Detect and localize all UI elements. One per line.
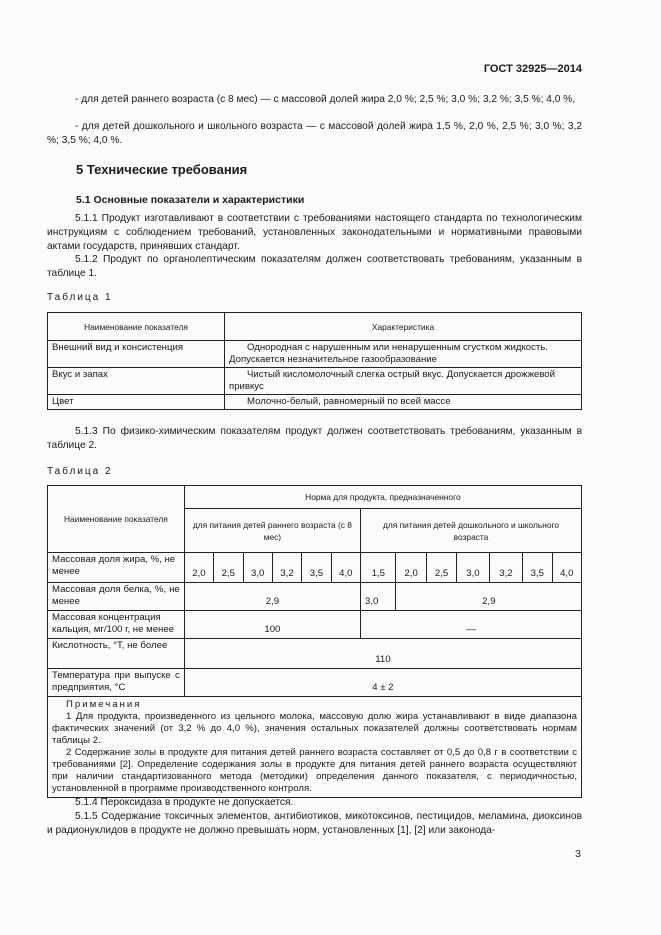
note-1: 1 Для продукта, произведенного из цельного молока, массовую долю жира устанавливают в виде диапазона фактических значений (от 3,2 % до 4,0 %), значения остальных показателей должны соответствовать нормам таблицы 2. <box>52 711 577 746</box>
calcium-school: — <box>361 611 582 639</box>
paragraph-5-1-2: 5.1.2 Продукт по органолептическим показателям должен соответствовать требованиям, указанным в таблице 1. <box>47 254 582 279</box>
fat-label: Массовая доля жира, %, не менее <box>48 553 185 583</box>
table1-row-value: Молочно-белый, равномерный по всей массе <box>225 395 582 410</box>
fat-value: 3,5 <box>302 553 331 583</box>
temperature-label: Температура при выпуске с предприятия, °С <box>48 669 185 697</box>
table1-row-name: Внешний вид и консистенция <box>48 341 225 368</box>
table1-row-name: Цвет <box>48 395 225 410</box>
table1-row-value: Чистый кисломолочный слегка острый вкус. Допускается дрожжевой привкус <box>225 368 582 395</box>
table1-head-char: Характеристика <box>225 313 582 341</box>
intro-paragraph-2: - для детей дошкольного и школьного возраста — с массовой долей жира 1,5 %, 2,0 %, 2,5 %; 3,0 %; 3,2 %; 3,5 %; 4,0 %. <box>47 121 582 146</box>
fat-value: 3,2 <box>272 553 301 583</box>
table1 <box>47 312 582 410</box>
fat-value: 2,5 <box>426 553 456 583</box>
paragraph-5-1-4: 5.1.4 Пероксидаза в продукте не допускается. <box>75 797 294 808</box>
table2-caption: Таблица 2 <box>47 466 113 477</box>
fat-value: 4,0 <box>552 553 582 583</box>
table2-head-school: для питания детей дошкольного и школьного возраста <box>361 509 582 553</box>
fat-value: 2,0 <box>396 553 426 583</box>
protein-school-first: 3,0 <box>361 583 396 611</box>
protein-label: Массовая доля белка, %, не менее <box>48 583 185 611</box>
temperature-value: 4 ± 2 <box>184 669 581 697</box>
table2-head-name: Наименование показателя <box>48 486 185 553</box>
section-title: 5 Технические требования <box>76 162 248 177</box>
intro-paragraph-1: - для детей раннего возраста (с 8 мес) — с массовой долей жира 2,0 %; 2,5 %; 3,0 %; 3,2 %; 3,5 %; 4,0 %, <box>75 94 576 105</box>
paragraph-5-1-5: 5.1.5 Содержание токсичных элементов, антибиотиков, микотоксинов, пестицидов, меламина, диоксинов и радионуклидов в продукте не должно превышать норм, установленных [1], [2] или законода- <box>47 811 582 836</box>
fat-value: 3,5 <box>523 553 552 583</box>
fat-value: 2,0 <box>184 553 213 583</box>
subsection-title: 5.1 Основные показатели и характеристики <box>76 194 305 206</box>
page-number: 3 <box>575 848 581 860</box>
notes-title: Примечания <box>66 699 142 710</box>
table2-head-norm: Норма для продукта, предназначенного <box>184 486 581 509</box>
acidity-label: Кислотность, °Т, не более <box>48 639 185 669</box>
table2-head-early: для питания детей раннего возраста (с 8 мес) <box>184 509 360 553</box>
calcium-early: 100 <box>184 611 360 639</box>
paragraph-5-1-1: 5.1.1 Продукт изготавливают в соответствии с требованиями настоящего стандарта по технологическим инструкциям с соблюдением требований, установленных законодательными и нормативными правовыми актами государств, принявших стандарт. <box>47 213 582 252</box>
acidity-value: 110 <box>184 639 581 669</box>
paragraph-5-1-3: 5.1.3 По физико-химическим показателям продукт должен соответствовать требованиям, указанным в таблице 2. <box>47 426 582 451</box>
table2 <box>47 485 582 798</box>
protein-school-rest: 2,9 <box>396 583 582 611</box>
fat-value: 1,5 <box>361 553 396 583</box>
fat-value: 3,0 <box>457 553 489 583</box>
fat-value: 3,0 <box>243 553 272 583</box>
table1-row-value: Однородная с нарушенным или ненарушенным сгустком жидкость. Допускается незначительное газообразование <box>225 341 582 368</box>
protein-early: 2,9 <box>184 583 360 611</box>
table1-caption: Таблица 1 <box>47 292 113 303</box>
table2-notes <box>48 697 582 798</box>
fat-value: 4,0 <box>331 553 360 583</box>
fat-value: 3,2 <box>489 553 522 583</box>
fat-value: 2,5 <box>214 553 243 583</box>
table1-head-name: Наименование показателя <box>48 313 225 341</box>
table1-row-name: Вкус и запах <box>48 368 225 395</box>
note-2: 2 Содержание золы в продукте для питания детей раннего возраста составляет от 0,5 до 0,8 г в соответствии с требованиями [2]. Определение содержания золы в продукте для питания детей раннего возраста осуществляют при наличии стандартизованного метода (методики) определения данного показателя, с периодичностью, установленной в программе производственного контроля. <box>52 747 577 794</box>
calcium-label: Массовая концентрация кальция, мг/100 г, не менее <box>48 611 185 639</box>
standard-header: ГОСТ 32925—2014 <box>483 63 582 75</box>
